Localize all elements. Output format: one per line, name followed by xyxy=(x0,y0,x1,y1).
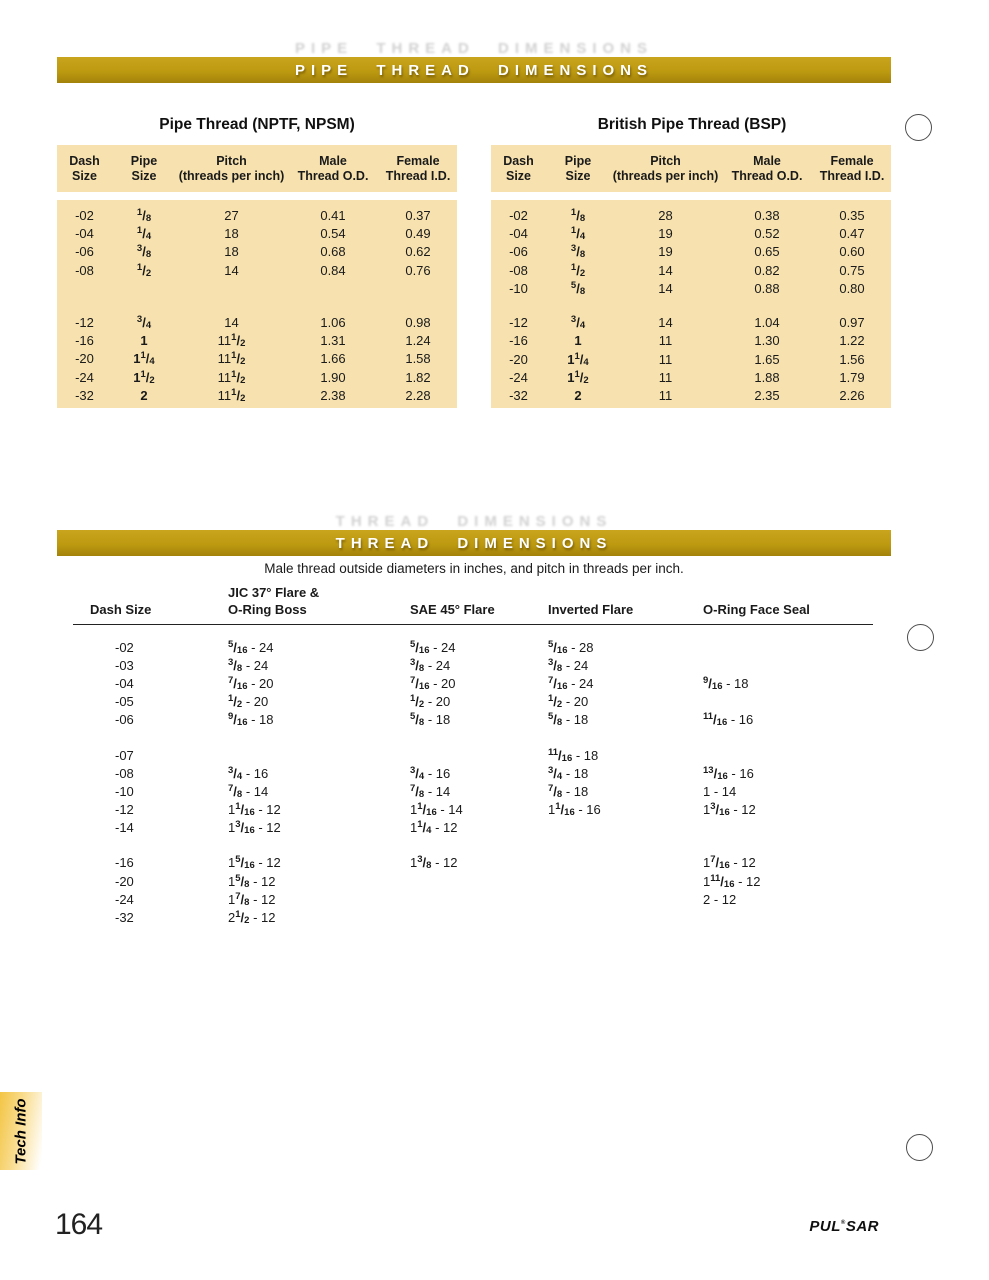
cell: 27 xyxy=(224,207,239,223)
cell: -05 xyxy=(115,694,134,710)
cell: 19 xyxy=(658,244,673,260)
column-header: Male Thread O.D. xyxy=(731,153,803,183)
cell: -12 xyxy=(75,314,94,330)
table-row xyxy=(57,224,457,242)
table-title-bsp: British Pipe Thread (BSP) xyxy=(597,116,787,133)
cell: 1 xyxy=(140,333,148,349)
table-row xyxy=(57,368,457,386)
cell: 1.31 xyxy=(320,333,346,349)
cell: -24 xyxy=(509,370,528,386)
cell: -06 xyxy=(509,244,528,260)
cell: 14 xyxy=(658,262,673,278)
cell: $^9/_{16} - 18$ xyxy=(703,674,749,692)
cell: $^3/_8$ xyxy=(136,243,152,261)
cell: -06 xyxy=(115,712,134,728)
table-row xyxy=(73,908,873,926)
banner-title: THREAD DIMENSIONS xyxy=(335,534,613,552)
cell: $1^5/_{16} - 12$ xyxy=(228,854,281,872)
cell: 1.04 xyxy=(754,315,780,331)
cell: 1.66 xyxy=(320,351,346,367)
cell: 0.75 xyxy=(839,262,865,278)
binder-hole xyxy=(907,624,934,651)
cell: 2.26 xyxy=(839,388,865,404)
cell: -10 xyxy=(115,783,134,799)
cell: 11 xyxy=(658,333,673,349)
cell: -06 xyxy=(75,244,94,260)
cell: 0.62 xyxy=(405,244,431,260)
cell: $^1/_4$ xyxy=(136,224,152,242)
cell: $^1/_2 - 20$ xyxy=(548,693,589,711)
table-row xyxy=(73,638,873,656)
cell: 0.82 xyxy=(754,262,780,278)
cell: $^{13}/_{16} - 16$ xyxy=(703,764,754,782)
table-row xyxy=(491,350,891,368)
cell: $^3/_8$ xyxy=(570,243,586,261)
row-group xyxy=(57,313,457,404)
column-header: Female Thread I.D. xyxy=(385,153,451,183)
cell: $1^5/_8 - 12$ xyxy=(228,872,276,890)
cell: -04 xyxy=(75,225,94,241)
cell: -20 xyxy=(509,351,528,367)
table-header-row xyxy=(57,145,457,192)
table-title-nptf-npsm: Pipe Thread (NPTF, NPSM) xyxy=(159,116,355,133)
column-header: Pitch (threads per inch) xyxy=(178,153,285,183)
table-row xyxy=(57,261,457,279)
cell: -24 xyxy=(75,369,94,385)
section-subtitle: Male thread outside diameters in inches, and pitch in threads per inch. xyxy=(264,561,684,576)
cell: $1^3/_8 - 12$ xyxy=(410,854,458,872)
table-body xyxy=(57,200,457,408)
cell: -32 xyxy=(115,910,134,926)
tech-info-side-tab xyxy=(0,1092,42,1170)
cell: $^1/_2$ xyxy=(570,261,586,279)
cell: 28 xyxy=(658,207,673,223)
table-header-row xyxy=(73,584,873,625)
cell: $^3/_4$ xyxy=(136,313,152,331)
table-body xyxy=(491,200,891,408)
table-row xyxy=(57,313,457,331)
cell: 11 xyxy=(658,370,673,386)
cell: -32 xyxy=(75,388,94,404)
table-row xyxy=(73,872,873,890)
cell: 1.06 xyxy=(320,314,346,330)
banner-ghost-shadow: THREAD DIMENSIONS xyxy=(335,513,613,530)
cell: -02 xyxy=(509,207,528,223)
table-row xyxy=(73,656,873,674)
table-row xyxy=(57,243,457,261)
column-header: Male Thread O.D. xyxy=(297,153,369,183)
cell: 1.22 xyxy=(839,333,865,349)
cell: $^1/_2$ xyxy=(136,261,152,279)
cell: 0.84 xyxy=(320,262,346,278)
cell: $11^1/_2$ xyxy=(217,387,246,405)
cell: -08 xyxy=(115,765,134,781)
cell: 0.97 xyxy=(839,315,865,331)
binder-hole xyxy=(905,114,932,141)
cell: -16 xyxy=(75,333,94,349)
cell: -04 xyxy=(115,675,134,691)
cell: 0.47 xyxy=(839,225,865,241)
cell: $1^3/_{16} - 12$ xyxy=(703,801,756,819)
table-row xyxy=(491,261,891,279)
cell: -08 xyxy=(75,262,94,278)
cell: $^3/_8 - 24$ xyxy=(228,656,269,674)
cell: $^3/_4 - 16$ xyxy=(410,764,451,782)
cell: 1.88 xyxy=(754,370,780,386)
cell: 2 - 12 xyxy=(703,891,737,907)
banner-ghost-shadow: PIPE THREAD DIMENSIONS xyxy=(294,40,654,57)
cell: $^3/_8 - 24$ xyxy=(548,656,589,674)
table-row xyxy=(491,243,891,261)
cell: -32 xyxy=(509,388,528,404)
cell: 1.79 xyxy=(839,370,865,386)
cell: 0.98 xyxy=(405,314,431,330)
cell: 2 xyxy=(574,388,582,404)
cell: 1.56 xyxy=(839,351,865,367)
cell: -12 xyxy=(509,315,528,331)
cell: $1^1/_4 - 12$ xyxy=(410,819,458,837)
cell: $1^1/_2$ xyxy=(567,369,589,387)
cell: -02 xyxy=(75,207,94,223)
cell: $^7/_{16} - 20$ xyxy=(228,674,274,692)
row-group xyxy=(73,854,873,927)
column-header: JIC 37° Flare & O-Ring Boss xyxy=(228,585,320,617)
cell: 1.82 xyxy=(405,369,431,385)
table-row xyxy=(73,890,873,908)
cell: $^{11}/_{16} - 18$ xyxy=(548,746,599,764)
column-header: Pitch (threads per inch) xyxy=(612,153,719,183)
cell: 0.88 xyxy=(754,280,780,296)
section-banner-thread-dimensions xyxy=(57,513,891,556)
cell: 0.52 xyxy=(754,225,780,241)
cell: 14 xyxy=(658,280,673,296)
cell: $^1/_4$ xyxy=(570,224,586,242)
cell: 0.35 xyxy=(839,207,865,223)
column-header: Inverted Flare xyxy=(548,602,634,617)
table-row xyxy=(73,782,873,800)
cell: $11^1/_2$ xyxy=(217,350,246,368)
cell: $^9/_{16} - 18$ xyxy=(228,711,274,729)
table-row xyxy=(491,224,891,242)
cell: 1 xyxy=(574,333,582,349)
pipe-thread-table-nptf xyxy=(57,145,457,408)
cell: $^3/_4 - 16$ xyxy=(228,764,269,782)
cell: $1^{11}/_{16} - 12$ xyxy=(703,872,761,890)
table-row xyxy=(73,764,873,782)
cell: $^7/_{16} - 20$ xyxy=(410,674,456,692)
cell: $^5/_{16} - 24$ xyxy=(410,638,456,656)
cell: 0.65 xyxy=(754,244,780,260)
cell: $^5/_8 - 18$ xyxy=(548,711,589,729)
cell: $^3/_8 - 24$ xyxy=(410,656,451,674)
cell: $^1/_8$ xyxy=(570,206,586,224)
cell: $1^1/_4$ xyxy=(133,350,155,368)
cell: 0.49 xyxy=(405,225,431,241)
cell: $^5/_{16} - 28$ xyxy=(548,638,594,656)
cell: 1.90 xyxy=(320,369,346,385)
cell: 0.38 xyxy=(754,207,780,223)
cell: 0.41 xyxy=(320,207,346,223)
column-header: Pipe Size xyxy=(130,153,158,183)
row-group xyxy=(491,206,891,297)
cell: 1.30 xyxy=(754,333,780,349)
table-row xyxy=(73,711,873,729)
thread-dimensions-table xyxy=(73,584,873,927)
column-header: Dash Size xyxy=(90,602,152,617)
table-row xyxy=(491,387,891,405)
cell: $^3/_4$ xyxy=(570,314,586,332)
table-row xyxy=(57,350,457,368)
cell: $1^7/_8 - 12$ xyxy=(228,890,276,908)
column-header: Female Thread I.D. xyxy=(819,153,885,183)
banner-title: PIPE THREAD DIMENSIONS xyxy=(294,61,654,79)
cell: 18 xyxy=(224,244,239,260)
cell: -07 xyxy=(115,747,134,763)
cell: $^1/_2 - 20$ xyxy=(410,693,451,711)
cell: 2.35 xyxy=(754,388,780,404)
cell: $1^1/_4$ xyxy=(567,350,589,368)
registered-mark: ® xyxy=(840,1220,846,1226)
cell: $^7/_{16} - 24$ xyxy=(548,674,594,692)
table-row xyxy=(73,819,873,837)
row-group xyxy=(73,746,873,837)
cell: $^3/_4 - 18$ xyxy=(548,764,589,782)
pulsar-logo: PUL®SAR xyxy=(809,1218,879,1235)
cell: 18 xyxy=(224,225,239,241)
cell: $^5/_8$ xyxy=(570,279,586,297)
cell: 0.60 xyxy=(839,244,865,260)
table-row xyxy=(57,331,457,349)
table-body xyxy=(73,638,873,927)
table-row xyxy=(73,854,873,872)
cell: 2 xyxy=(140,388,148,404)
row-group xyxy=(57,206,457,279)
cell: $1^1/_{16} - 14$ xyxy=(410,801,463,819)
cell: -16 xyxy=(115,855,134,871)
row-group xyxy=(491,313,891,404)
cell: 0.80 xyxy=(839,280,865,296)
table-row xyxy=(491,332,891,350)
cell: -08 xyxy=(509,262,528,278)
section-banner-pipe-thread xyxy=(57,40,891,83)
column-header: Dash Size xyxy=(503,153,534,183)
cell: -24 xyxy=(115,891,134,907)
table-row xyxy=(491,313,891,331)
cell: 0.37 xyxy=(405,207,431,223)
column-header: SAE 45° Flare xyxy=(410,602,495,617)
table-row xyxy=(57,386,457,404)
cell: -10 xyxy=(509,280,528,296)
cell: $^1/_2 - 20$ xyxy=(228,693,269,711)
cell: $1^1/_{16} - 16$ xyxy=(548,801,601,819)
cell: 14 xyxy=(224,262,239,278)
table-row xyxy=(491,279,891,297)
cell: $^7/_8 - 14$ xyxy=(410,782,451,800)
cell: 2.38 xyxy=(320,388,346,404)
cell: -16 xyxy=(509,333,528,349)
cell: -20 xyxy=(115,873,134,889)
cell: 1 - 14 xyxy=(703,783,737,799)
footer-gold-bar xyxy=(88,1218,893,1236)
table-row xyxy=(491,206,891,224)
cell: 0.76 xyxy=(405,262,431,278)
table-row xyxy=(491,368,891,386)
row-group xyxy=(73,638,873,729)
table-row xyxy=(73,693,873,711)
cell: 1.24 xyxy=(405,333,431,349)
cell: $1^7/_{16} - 12$ xyxy=(703,854,756,872)
cell: $^{11}/_{16} - 16$ xyxy=(703,711,754,729)
cell: 11 xyxy=(658,351,673,367)
pipe-thread-table-bsp xyxy=(491,145,891,408)
cell: $11^1/_2$ xyxy=(217,332,246,350)
page-number: 164 xyxy=(55,1208,103,1241)
table-header-row xyxy=(491,145,891,192)
tech-info-tab-label: Tech Info xyxy=(12,1097,30,1165)
column-header: Dash Size xyxy=(69,153,100,183)
cell: -04 xyxy=(509,225,528,241)
table-row xyxy=(73,801,873,819)
cell: -02 xyxy=(115,639,134,655)
cell: -20 xyxy=(75,351,94,367)
cell: 14 xyxy=(658,315,673,331)
cell: $^5/_{16} - 24$ xyxy=(228,638,274,656)
cell: $1^3/_{16} - 12$ xyxy=(228,819,281,837)
cell: -12 xyxy=(115,802,134,818)
cell: 1.65 xyxy=(754,351,780,367)
cell: $1^1/_2$ xyxy=(133,368,155,386)
cell: 0.54 xyxy=(320,225,346,241)
table-row xyxy=(57,206,457,224)
cell: -14 xyxy=(115,820,134,836)
cell: $^7/_8 - 18$ xyxy=(548,782,589,800)
column-header: Pipe Size xyxy=(564,153,592,183)
cell: 11 xyxy=(658,388,673,404)
cell: $^7/_8 - 14$ xyxy=(228,782,269,800)
table-row xyxy=(73,746,873,764)
cell: $^1/_8$ xyxy=(136,206,152,224)
column-header: O-Ring Face Seal xyxy=(703,602,810,617)
cell: 2.28 xyxy=(405,388,431,404)
cell: 14 xyxy=(224,314,239,330)
cell: $2^1/_2 - 12$ xyxy=(228,909,276,927)
cell: $^5/_8 - 18$ xyxy=(410,711,451,729)
cell: 19 xyxy=(658,225,673,241)
table-row xyxy=(73,674,873,692)
cell: 0.68 xyxy=(320,244,346,260)
cell: $1^1/_{16} - 12$ xyxy=(228,801,281,819)
binder-hole xyxy=(906,1134,933,1161)
cell: -03 xyxy=(115,657,134,673)
cell: 1.58 xyxy=(405,351,431,367)
cell: $11^1/_2$ xyxy=(217,368,246,386)
